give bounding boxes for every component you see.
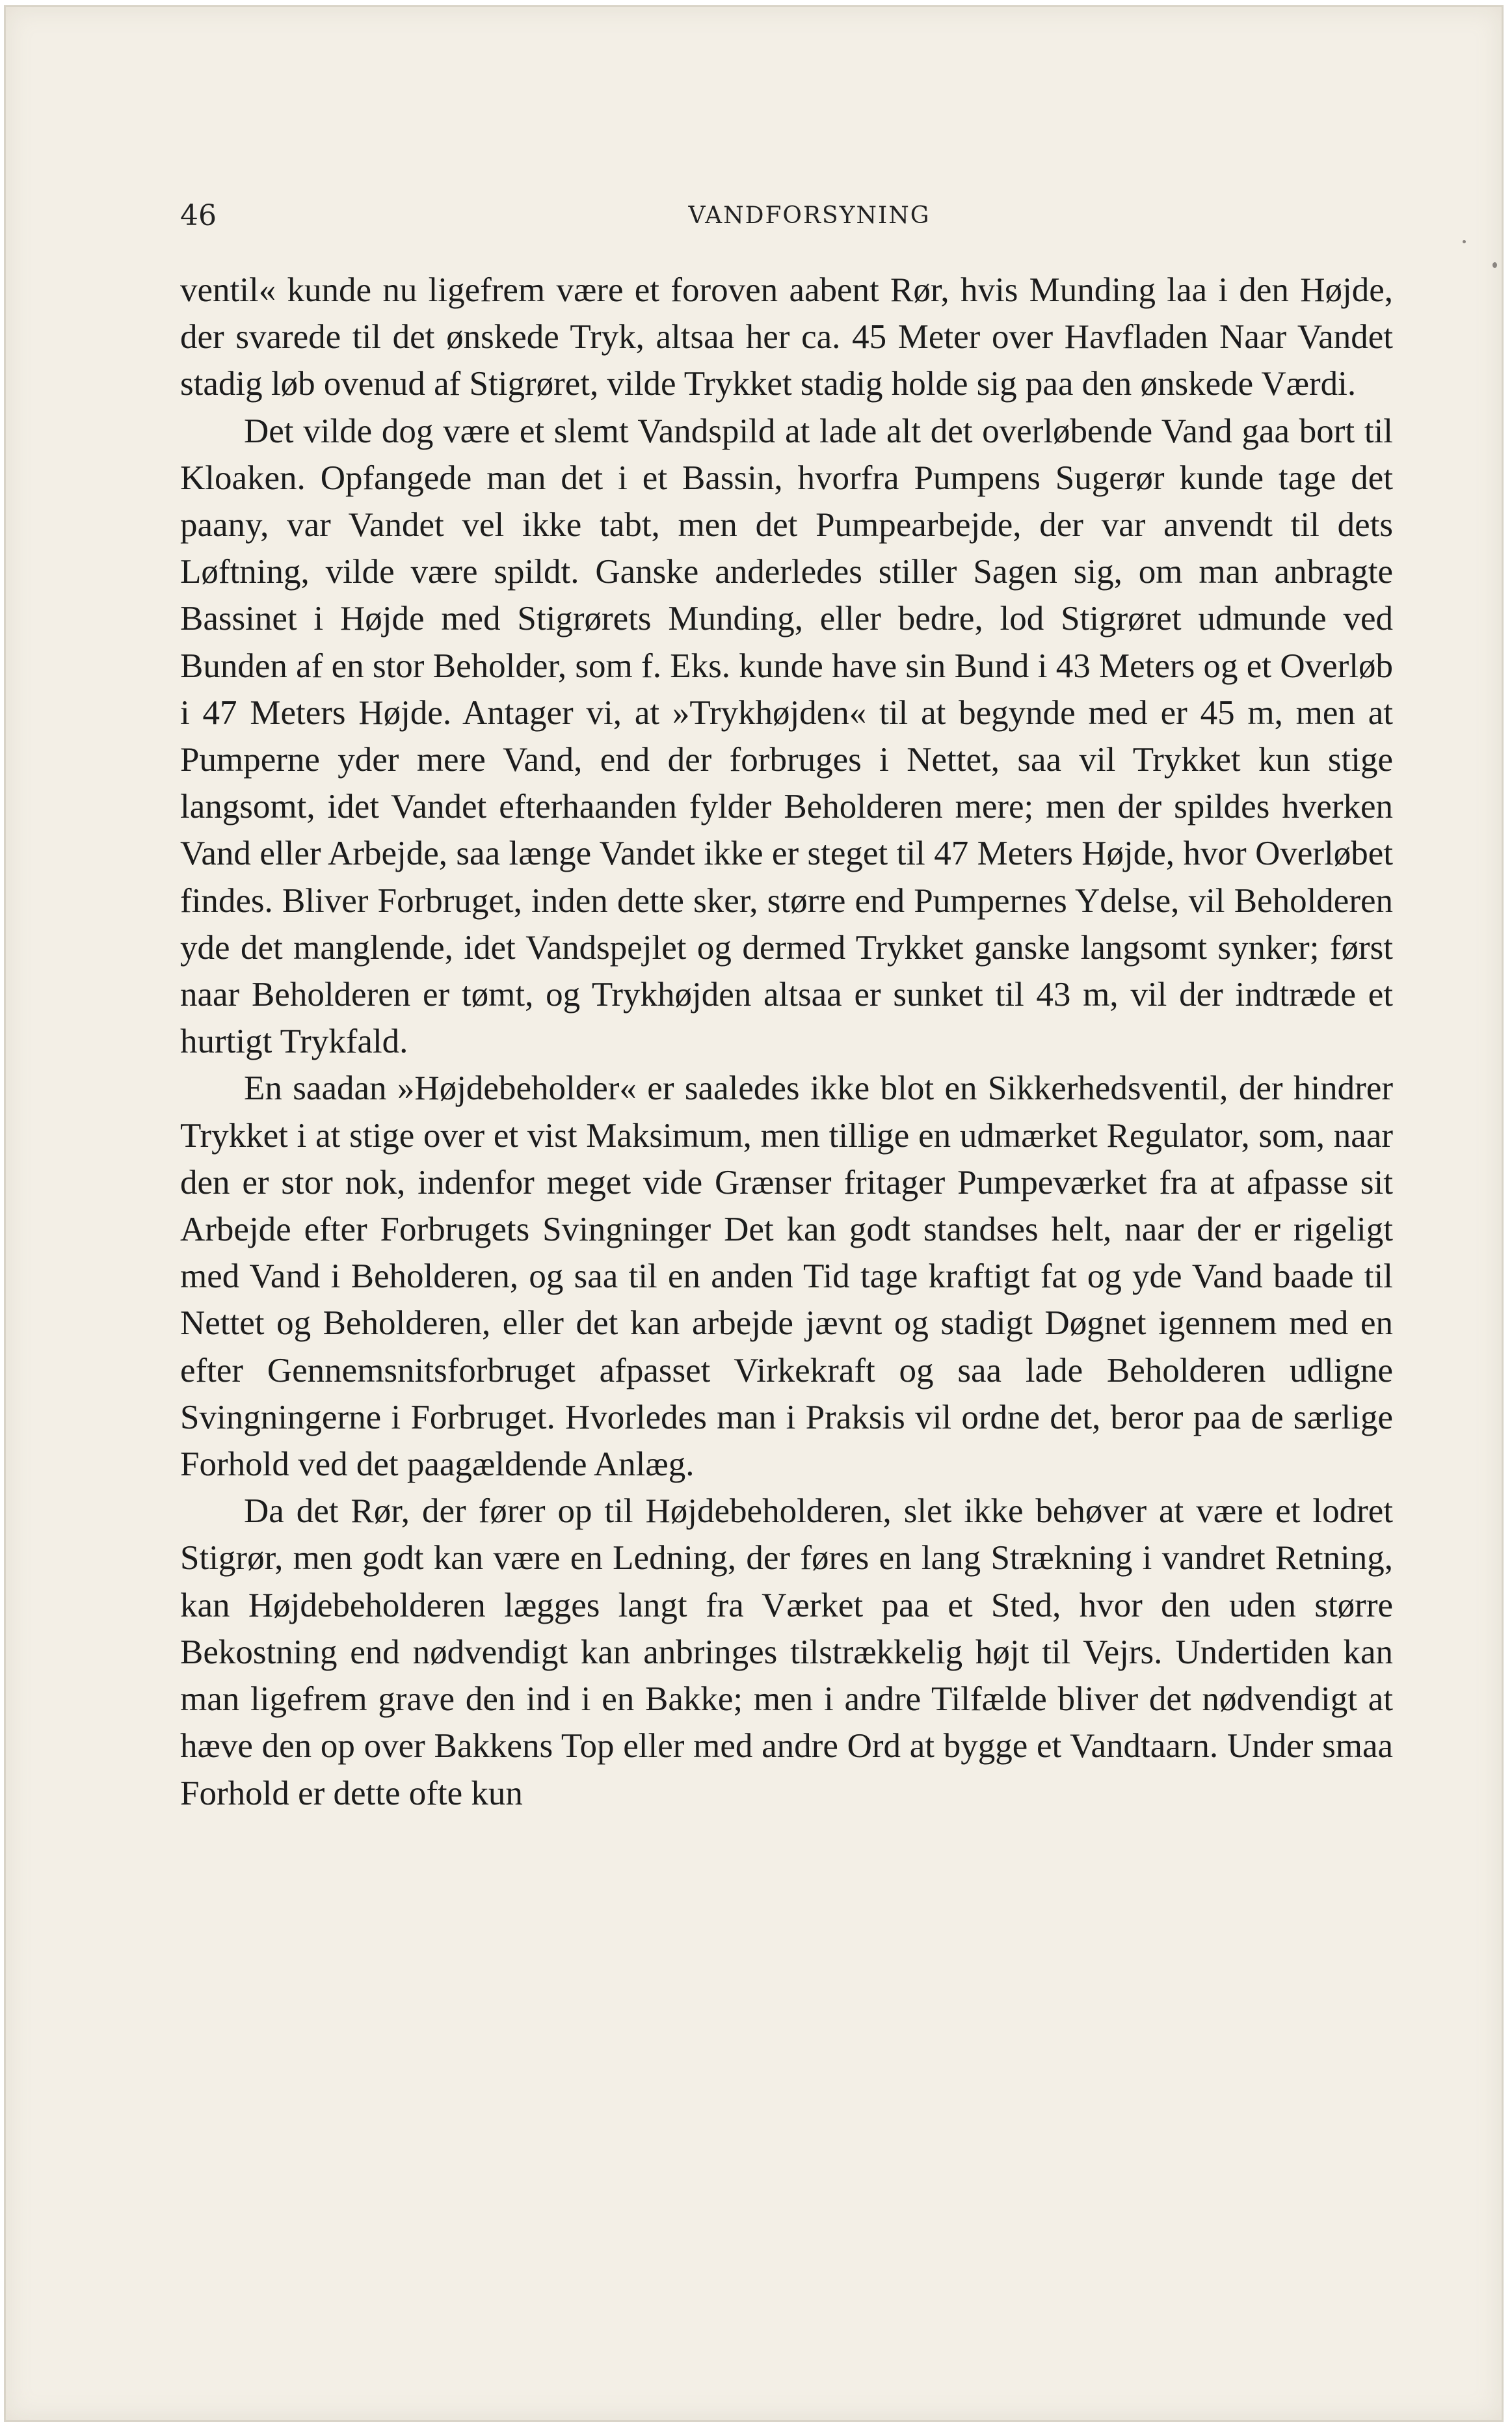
paper-speck (1463, 240, 1466, 243)
running-header (180, 196, 1393, 235)
paragraph: En saadan »Højdebeholder« er saaledes ikke blot en Sikkerhedsventil, der hindrer Trykket i at stige over et vist Maksimum, men tillige en udmærket Regulator, som, naar den er stor nok, indenfor meget vide Grænser fritager Pumpeværket fra at afpasse sit Arbejde efter Forbrugets Svingninger Det kan godt standses helt, naar der er rigeligt med Vand i Beholderen, og saa til en anden Tid tage kraftigt fat og yde Vand baade til Nettet og Beholderen, eller det kan arbejde jævnt og stadigt Døgnet igennem med en efter Gennemsnitsforbruget afpasset Virkekraft og saa lade Beholderen udligne Svingningerne i Forbruget. Hvorledes man i Praksis vil ordne det, beror paa de særlige Forhold ved det paagældende Anlæg. (180, 1069, 1393, 1484)
body-text (180, 267, 1393, 1817)
paragraph: ventil« kunde nu ligefrem være et foroven aabent Rør, hvis Munding laa i den Højde, der svarede til det ønskede Tryk, altsaa her ca. 45 Meter over Havfladen Naar Vandet stadig løb ovenud af Stigrøret, vilde Trykket stadig holde sig paa den ønskede Værdi. (180, 271, 1393, 403)
paper-speck (1492, 262, 1497, 268)
paragraph: Da det Rør, der fører op til Højdebeholderen, slet ikke behøver at være et lodret Stigrør, men godt kan være en Ledning, der føres en lang Strækning i vandret Retning, kan Højdebeholderen lægges langt fra Værket paa et Sted, hvor den uden større Bekostning end nødvendigt kan anbringes tilstrækkelig højt til Vejrs. Undertiden kan man ligefrem grave den ind i en Bakke; men i andre Tilfælde bliver det nødvendigt at hæve den op over Bakkens Top eller med andre Ord at bygge et Vandtaarn. Under smaa Forhold er dette ofte kun (180, 1492, 1393, 1812)
paragraph: Det vilde dog være et slemt Vandspild at lade alt det overløbende Vand gaa bort til Kloaken. Opfangede man det i et Bassin, hvorfra Pumpens Sugerør kunde tage det paany, var Vandet vel ikke tabt, men det Pumpearbejde, der var anvendt til dets Løftning, vilde være spildt. Ganske anderledes stiller Sagen sig, om man anbragte Bassinet i Højde med Stigrørets Munding, eller bedre, lod Stigrøret udmunde ved Bunden af en stor Beholder, som f. Eks. kunde have sin Bund i 43 Meters og et Overløb i 47 Meters Højde. Antager vi, at »Trykhøjden« til at begynde med er 45 m, men at Pumperne yder mere Vand, end der forbruges i Nettet, saa vil Trykket kun stige langsomt, idet Vandet efterhaanden fylder Beholderen mere; men der spildes hverken Vand eller Arbejde, saa længe Vandet ikke er steget til 47 Meters Højde, hvor Overløbet findes. Bliver Forbruget, inden dette sker, større end Pumpernes Ydelse, vil Beholderen yde det manglende, idet Vandspejlet og dermed Trykket ganske langsomt synker; først naar Beholderen er tømt, og Trykhøjden altsaa er sunket til 43 m, vil der indtræde et hurtigt Trykfald. (180, 412, 1393, 1061)
running-title: VANDFORSYNING (688, 202, 931, 229)
page-number: 46 (180, 199, 217, 232)
